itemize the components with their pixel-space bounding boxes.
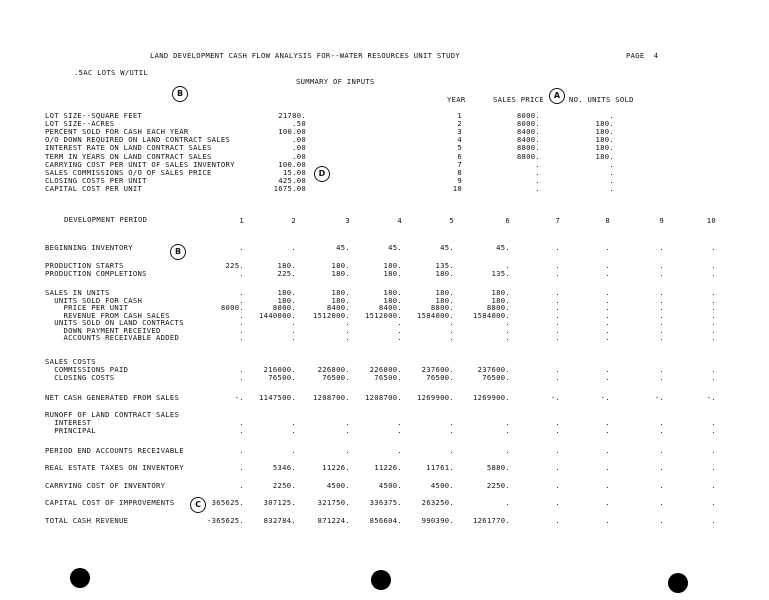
year-number: 4 [457, 135, 462, 145]
table-cell: . [345, 446, 350, 455]
year-sales-price: . [535, 159, 540, 169]
marker-c: C [190, 497, 206, 513]
row-label: INTEREST [45, 418, 92, 427]
table-cell: . [291, 318, 296, 327]
period-number: 8 [605, 216, 610, 225]
table-cell: 11761. [426, 463, 454, 472]
table-cell: . [711, 261, 716, 270]
table-cell: -. [234, 393, 244, 402]
table-cell: 237600. [421, 365, 454, 374]
table-cell: 8400. [378, 303, 402, 312]
table-cell: . [397, 446, 402, 455]
period-number: 5 [449, 216, 454, 225]
table-cell: . [505, 333, 510, 342]
table-cell: . [291, 333, 296, 342]
table-cell: . [239, 426, 244, 435]
table-cell: . [505, 318, 510, 327]
year-sales-price: 8000. [516, 119, 540, 129]
table-cell: 76500. [426, 372, 454, 382]
table-cell: . [659, 426, 664, 435]
table-cell: 2250. [272, 481, 296, 490]
table-cell: 45. [336, 243, 350, 252]
table-cell: . [711, 318, 716, 327]
row-label: PERIOD END ACCOUNTS RECEIVABLE [45, 446, 184, 455]
table-cell: 1440000. [258, 310, 296, 320]
table-cell: 8400. [326, 303, 350, 312]
table-cell: 180. [435, 268, 454, 278]
table-cell: -365625. [206, 516, 244, 525]
row-label: CAPITAL COST OF IMPROVEMENTS [45, 498, 175, 507]
row-label: COMMISSIONS PAID [45, 365, 129, 374]
table-cell: 11226. [374, 463, 402, 472]
input-value: .50 [292, 119, 306, 129]
year-units-sold: 180. [595, 143, 614, 153]
table-cell: . [659, 303, 664, 312]
table-cell: . [239, 372, 244, 382]
marker-b-top: B [172, 86, 188, 102]
year-number: 6 [457, 151, 462, 161]
table-cell: 1147500. [258, 393, 296, 402]
table-cell: 225. [225, 261, 244, 270]
table-cell: . [659, 318, 664, 327]
input-value: 100.00 [278, 159, 306, 169]
table-cell: 336375. [369, 498, 402, 507]
period-header: DEVELOPMENT PERIOD [64, 215, 148, 224]
table-cell: . [555, 426, 560, 435]
table-cell: 307125. [263, 498, 296, 507]
year-sales-price: 8400. [516, 127, 540, 137]
table-cell: 180. [383, 295, 402, 305]
row-label: DOWN PAYMENT RECEIVED [45, 325, 161, 335]
table-cell: . [239, 288, 244, 297]
table-cell: 1269900. [472, 393, 510, 402]
row-label: ACCOUNTS RECEIVABLE ADDED [45, 333, 180, 342]
table-cell: . [555, 268, 560, 278]
table-cell: . [711, 295, 716, 305]
table-cell: 180. [331, 295, 350, 305]
punch-hole [668, 573, 688, 593]
table-cell: . [605, 288, 610, 297]
table-cell: 4500. [326, 481, 350, 490]
table-cell: . [555, 446, 560, 455]
row-label: RUNOFF OF LAND CONTRACT SALES [45, 410, 180, 419]
table-cell: 263250. [421, 498, 454, 507]
table-cell: 180. [331, 268, 350, 278]
table-cell: . [505, 446, 510, 455]
table-cell: . [239, 325, 244, 335]
table-cell: -. [600, 393, 610, 402]
table-cell: . [291, 325, 296, 335]
table-cell: . [345, 418, 350, 427]
table-cell: . [605, 318, 610, 327]
table-cell: . [449, 318, 454, 327]
row-label: UNITS SOLD ON LAND CONTRACTS [45, 318, 184, 327]
table-cell: . [711, 365, 716, 374]
table-cell: 180. [331, 261, 350, 270]
table-cell: 4500. [430, 481, 454, 490]
table-cell: . [605, 498, 610, 507]
table-cell: 5346. [272, 463, 296, 472]
table-cell: . [397, 418, 402, 427]
table-cell: . [239, 333, 244, 342]
table-cell: . [711, 463, 716, 472]
table-cell: . [505, 261, 510, 270]
row-label: TOTAL CASH REVENUE [45, 516, 129, 525]
table-cell: . [239, 268, 244, 278]
table-cell: . [555, 261, 560, 270]
table-cell: . [711, 303, 716, 312]
punch-hole [371, 570, 391, 590]
table-cell: . [239, 295, 244, 305]
year-sales-price: 8800. [516, 151, 540, 161]
table-cell: . [605, 481, 610, 490]
table-cell: . [345, 333, 350, 342]
table-cell: . [711, 446, 716, 455]
year-units-sold: . [609, 159, 614, 169]
row-label: PRINCIPAL [45, 426, 96, 435]
table-cell: 8800. [486, 303, 510, 312]
table-cell: 225. [277, 268, 296, 278]
input-label: CLOSING COSTS PER UNIT [45, 175, 147, 185]
year-units-sold: . [609, 111, 614, 120]
row-label: UNITS SOLD FOR CASH [45, 295, 143, 305]
table-cell: -. [654, 393, 664, 402]
input-value: .00 [292, 135, 306, 145]
year-sales-price: . [535, 183, 540, 193]
table-cell: . [711, 310, 716, 320]
table-cell: . [239, 446, 244, 455]
table-cell: 321750. [317, 498, 350, 507]
year-sales-price: 8400. [516, 135, 540, 145]
year-units-sold: 180. [595, 127, 614, 137]
table-cell: 180. [491, 295, 510, 305]
table-cell: . [291, 426, 296, 435]
year-header: YEAR [447, 95, 466, 104]
input-value: .00 [292, 151, 306, 161]
row-label: REAL ESTATE TAXES ON INVENTORY [45, 463, 184, 472]
units-sold-header: NO. UNITS SOLD [569, 95, 634, 104]
table-cell: . [555, 288, 560, 297]
row-label: REVENUE FROM CASH SALES [45, 310, 170, 320]
row-label: NET CASH GENERATED FROM SALES [45, 393, 180, 402]
table-cell: 180. [383, 268, 402, 278]
table-cell: . [659, 446, 664, 455]
table-cell: . [711, 498, 716, 507]
table-cell: 4500. [378, 481, 402, 490]
table-cell: 237600. [477, 365, 510, 374]
table-cell: 76500. [482, 372, 510, 382]
row-label: PRODUCTION STARTS [45, 261, 124, 270]
table-cell: . [239, 318, 244, 327]
table-cell: . [605, 325, 610, 335]
table-cell: -. [550, 393, 560, 402]
year-number: 8 [457, 167, 462, 177]
table-cell: . [505, 325, 510, 335]
input-label: PERCENT SOLD FOR CASH EACH YEAR [45, 127, 189, 137]
table-cell: 1208700. [364, 393, 402, 402]
period-number: 9 [659, 216, 664, 225]
table-cell: 2250. [486, 481, 510, 490]
table-cell: 45. [440, 243, 454, 252]
table-cell: . [711, 481, 716, 490]
table-cell: . [711, 426, 716, 435]
table-cell: . [555, 481, 560, 490]
table-cell: . [449, 418, 454, 427]
table-cell: . [605, 268, 610, 278]
table-cell: 45. [388, 243, 402, 252]
table-cell: 871224. [317, 516, 350, 525]
table-cell: . [605, 303, 610, 312]
marker-d: D [314, 166, 330, 182]
table-cell: 180. [491, 288, 510, 297]
table-cell: . [449, 325, 454, 335]
report-title: LAND DEVELOPMENT CASH FLOW ANALYSIS FOR--WATER RESOURCES UNIT STUDY [150, 51, 461, 60]
table-cell: . [659, 333, 664, 342]
input-label: SALES COMMISSIONS O/O OF SALES PRICE [45, 167, 212, 177]
table-cell: . [555, 295, 560, 305]
year-sales-price: . [535, 167, 540, 177]
year-number: 5 [457, 143, 462, 153]
table-cell: . [605, 463, 610, 472]
row-label: SALES IN UNITS [45, 288, 110, 297]
input-label: O/O DOWN REQUIRED ON LAND CONTRACT SALES [45, 135, 231, 145]
year-number: 10 [452, 183, 462, 193]
table-cell: . [239, 310, 244, 320]
table-cell: . [659, 516, 664, 525]
input-value: 15.00 [282, 167, 306, 177]
table-cell: 1584000. [472, 310, 510, 320]
year-units-sold: 180. [595, 135, 614, 145]
table-cell: . [659, 365, 664, 374]
input-value: .00 [292, 143, 306, 153]
table-cell: . [605, 310, 610, 320]
table-cell: 76500. [374, 372, 402, 382]
table-cell: . [605, 295, 610, 305]
table-cell: . [659, 261, 664, 270]
year-units-sold: . [609, 175, 614, 185]
table-cell: 1208700. [312, 393, 350, 402]
report-subtitle: .5AC LOTS W/UTIL [74, 68, 149, 77]
punch-hole [70, 568, 90, 588]
table-cell: 180. [277, 295, 296, 305]
table-cell: . [345, 325, 350, 335]
year-number: 2 [457, 119, 462, 129]
table-cell: . [555, 318, 560, 327]
table-cell: 832784. [263, 516, 296, 525]
table-cell: . [659, 288, 664, 297]
table-cell: 45. [496, 243, 510, 252]
row-label: SALES COSTS [45, 357, 96, 366]
table-cell: . [505, 418, 510, 427]
year-sales-price: 8800. [516, 143, 540, 153]
row-label: PRODUCTION COMPLETIONS [45, 268, 147, 278]
year-number: 3 [457, 127, 462, 137]
table-cell: . [605, 426, 610, 435]
table-cell: 365625. [211, 498, 244, 507]
table-cell: . [605, 418, 610, 427]
input-value: 1675.00 [273, 183, 306, 193]
table-cell: . [659, 295, 664, 305]
table-cell: . [555, 310, 560, 320]
table-cell: . [449, 446, 454, 455]
table-cell: . [711, 325, 716, 335]
table-cell: . [659, 310, 664, 320]
table-cell: 226800. [317, 365, 350, 374]
table-cell: 8000. [272, 303, 296, 312]
input-label: TERM IN YEARS ON LAND CONTRACT SALES [45, 151, 212, 161]
row-label: PRICE PER UNIT [45, 303, 129, 312]
table-cell: 1584000. [416, 310, 454, 320]
year-units-sold: 180. [595, 119, 614, 129]
input-label: INTEREST RATE ON LAND CONTRACT SALES [45, 143, 212, 153]
table-cell: . [659, 268, 664, 278]
table-cell: 180. [277, 261, 296, 270]
table-cell: 1512000. [364, 310, 402, 320]
table-cell: 1512000. [312, 310, 350, 320]
period-number: 4 [397, 216, 402, 225]
table-cell: 990390. [421, 516, 454, 525]
table-cell: 180. [435, 288, 454, 297]
table-cell: 8000. [220, 303, 244, 312]
table-cell: 180. [277, 288, 296, 297]
table-cell: . [711, 372, 716, 382]
table-cell: . [659, 463, 664, 472]
table-cell: . [605, 372, 610, 382]
input-value: 21780. [278, 111, 306, 120]
table-cell: 11226. [322, 463, 350, 472]
table-cell: . [555, 418, 560, 427]
table-cell: . [505, 498, 510, 507]
row-label: BEGINNING INVENTORY [45, 243, 133, 252]
table-cell: . [605, 243, 610, 252]
table-cell: . [711, 243, 716, 252]
table-cell: . [711, 418, 716, 427]
row-label: CLOSING COSTS [45, 372, 115, 382]
period-number: 2 [291, 216, 296, 225]
table-cell: . [711, 516, 716, 525]
table-cell: . [605, 333, 610, 342]
period-number: 7 [555, 216, 560, 225]
table-cell: . [239, 418, 244, 427]
table-cell: . [239, 243, 244, 252]
table-cell: . [659, 243, 664, 252]
period-number: 3 [345, 216, 350, 225]
table-cell: . [449, 333, 454, 342]
input-label: CARRYING COST PER UNIT OF SALES INVENTORY [45, 159, 235, 169]
year-units-sold: . [609, 183, 614, 193]
table-cell: . [659, 372, 664, 382]
table-cell: . [555, 325, 560, 335]
period-number: 10 [706, 216, 716, 225]
table-cell: . [711, 333, 716, 342]
table-cell: 1269900. [416, 393, 454, 402]
table-cell: . [397, 426, 402, 435]
input-label: CAPITAL COST PER UNIT [45, 183, 143, 193]
table-cell: . [555, 498, 560, 507]
table-cell: . [397, 333, 402, 342]
table-cell: 5880. [486, 463, 510, 472]
year-units-sold: . [609, 167, 614, 177]
input-label: LOT SIZE--SQUARE FEET [45, 111, 143, 120]
table-cell: . [555, 365, 560, 374]
table-cell: 1261770. [472, 516, 510, 525]
table-cell: . [291, 446, 296, 455]
table-cell: . [605, 365, 610, 374]
table-cell: . [239, 463, 244, 472]
table-cell: 180. [435, 295, 454, 305]
year-units-sold: 180. [595, 151, 614, 161]
table-cell: . [397, 318, 402, 327]
table-cell: 180. [331, 288, 350, 297]
table-cell: . [555, 372, 560, 382]
table-cell: 8800. [430, 303, 454, 312]
table-cell: . [659, 481, 664, 490]
table-cell: . [659, 325, 664, 335]
table-cell: . [291, 243, 296, 252]
table-cell: 180. [383, 288, 402, 297]
sales-price-header: SALES PRICE [493, 95, 544, 104]
table-cell: . [555, 243, 560, 252]
table-cell: . [239, 365, 244, 374]
table-cell: . [605, 516, 610, 525]
table-cell: . [711, 288, 716, 297]
row-label: CARRYING COST OF INVENTORY [45, 481, 166, 490]
marker-b-inventory: B [170, 244, 186, 260]
table-cell: . [555, 516, 560, 525]
period-number: 6 [505, 216, 510, 225]
table-cell: . [291, 418, 296, 427]
marker-a: A [549, 88, 565, 104]
input-label: LOT SIZE--ACRES [45, 119, 115, 129]
page-number: PAGE 4 [626, 51, 659, 60]
table-cell: . [397, 325, 402, 335]
year-number: 1 [457, 111, 462, 120]
table-cell: . [449, 426, 454, 435]
year-sales-price: 8000. [516, 111, 540, 120]
table-cell: . [659, 418, 664, 427]
table-cell: 76500. [268, 372, 296, 382]
table-cell: 76500. [322, 372, 350, 382]
table-cell: . [555, 303, 560, 312]
input-value: 425.00 [278, 175, 306, 185]
table-cell: 216000. [263, 365, 296, 374]
table-cell: . [555, 333, 560, 342]
table-cell: . [239, 481, 244, 490]
table-cell: . [555, 463, 560, 472]
year-number: 7 [457, 159, 462, 169]
table-cell: 226800. [369, 365, 402, 374]
input-value: 100.00 [278, 127, 306, 137]
table-cell: 135. [435, 261, 454, 270]
year-sales-price: . [535, 175, 540, 185]
table-cell: 135. [491, 268, 510, 278]
period-number: 1 [239, 216, 244, 225]
table-cell: . [605, 261, 610, 270]
table-cell: . [505, 426, 510, 435]
table-cell: . [345, 318, 350, 327]
table-cell: 856604. [369, 516, 402, 525]
summary-heading: SUMMARY OF INPUTS [296, 77, 375, 86]
table-cell: . [605, 446, 610, 455]
table-cell: 180. [383, 261, 402, 270]
table-cell: . [659, 498, 664, 507]
table-cell: . [711, 268, 716, 278]
year-number: 9 [457, 175, 462, 185]
table-cell: . [345, 426, 350, 435]
table-cell: -. [706, 393, 716, 402]
